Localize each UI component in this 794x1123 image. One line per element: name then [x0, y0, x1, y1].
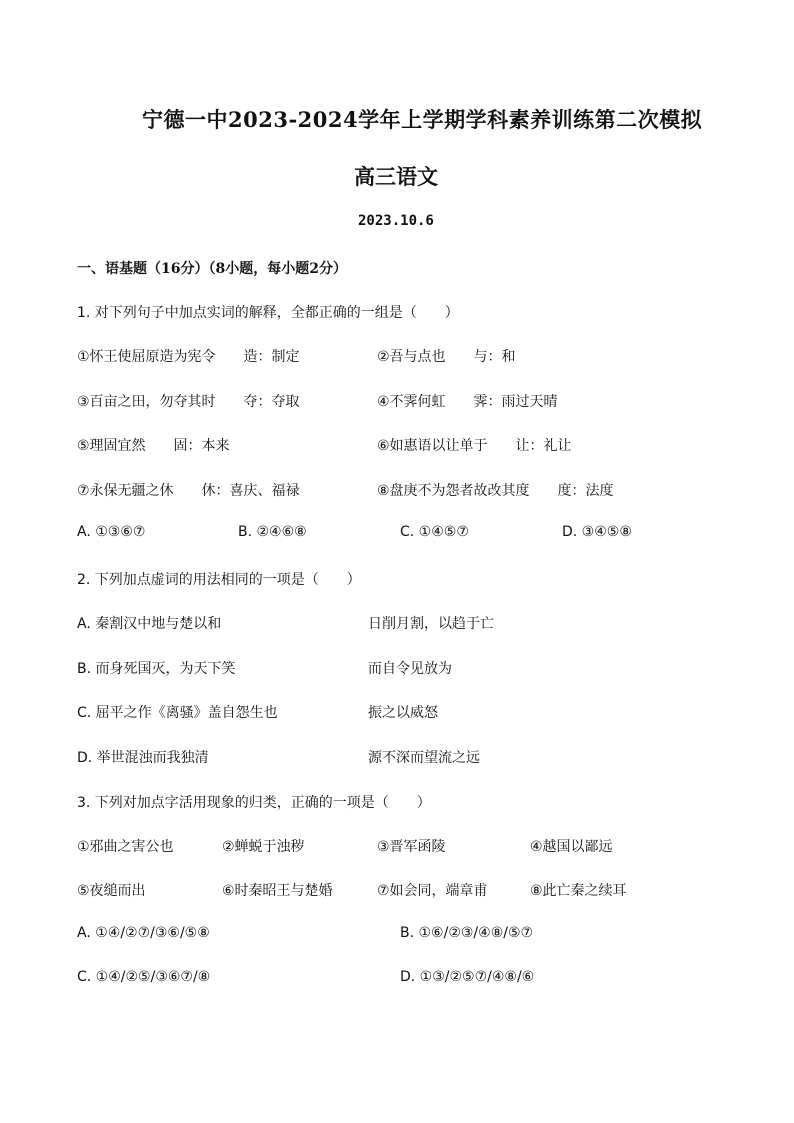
q1-item: ④不霁何虹 霁：雨过天晴: [377, 394, 558, 410]
question-1-stem: 1. 对下列句子中加点实词的解释，全都正确的一组是（ ）: [77, 305, 459, 321]
q1-item: ③百亩之田，勿夺其时 夺：夺取: [77, 394, 300, 410]
q3-item: ④越国以鄙远: [530, 839, 613, 855]
q3-option-d: D. ①③/②⑤⑦/④⑧/⑥: [400, 969, 535, 985]
q1-option-c: C. ①④⑤⑦: [400, 524, 469, 540]
q2-option-a-right: 日削月割，以趋于亡: [368, 616, 494, 632]
q1-item: ②吾与点也 与：和: [377, 349, 516, 365]
q3-option-b: B. ①⑥/②③/④⑧/⑤⑦: [400, 925, 534, 941]
q1-item: ⑥如惠语以让单于 让：礼让: [377, 438, 572, 454]
q1-option-a: A. ①③⑥⑦: [77, 524, 146, 540]
subject-title: 高三语文: [354, 164, 438, 189]
section-heading: 一、语基题（16分）（8小题，每小题2分）: [77, 261, 347, 277]
q2-option-a-left: A. 秦割汉中地与楚以和: [77, 616, 222, 632]
q3-item: ⑤夜缒而出: [77, 883, 146, 899]
q3-item: ②蝉蜕于浊秽: [222, 839, 305, 855]
question-2-stem: 2. 下列加点虚词的用法相同的一项是（ ）: [77, 572, 361, 588]
q3-item: ③晋军函陵: [377, 839, 446, 855]
question-3-stem: 3. 下列对加点字活用现象的归类，正确的一项是（ ）: [77, 795, 431, 811]
q2-option-d-right: 源不深而望流之远: [368, 750, 480, 766]
q1-item: ①怀王使屈原造为宪令 造：制定: [77, 349, 300, 365]
q2-option-b-right: 而自令见放为: [368, 661, 452, 677]
q1-item: ⑧盘庚不为怨者故改其度 度：法度: [377, 483, 614, 499]
q2-option-c-left: C. 屈平之作《离骚》盖自怨生也: [77, 705, 278, 721]
q3-item: ⑦如会同，端章甫: [377, 883, 488, 899]
q3-option-a: A. ①④/②⑦/③⑥/⑤⑧: [77, 925, 210, 941]
q3-option-c: C. ①④/②⑤/③⑥⑦/⑧: [77, 969, 211, 985]
q1-option-b: B. ②④⑥⑧: [238, 524, 307, 540]
q3-item: ⑥时秦昭王与楚婚: [222, 883, 333, 899]
q2-option-d-left: D. 举世混浊而我独清: [77, 750, 209, 766]
q3-item: ⑧此亡秦之续耳: [530, 883, 627, 899]
exam-title: 宁德一中2023-2024学年上学期学科素养训练第二次模拟: [142, 107, 703, 132]
exam-date: 2023.10.6: [358, 213, 434, 229]
q2-option-b-left: B. 而身死国灭，为天下笑: [77, 661, 236, 677]
q3-item: ①邪曲之害公也: [77, 839, 174, 855]
q2-option-c-right: 振之以威怒: [368, 705, 438, 721]
q1-item: ⑤理固宜然 固：本来: [77, 438, 230, 454]
q1-option-d: D. ③④⑤⑧: [562, 524, 632, 540]
q1-item: ⑦永保无疆之休 休：喜庆、福禄: [77, 483, 300, 499]
